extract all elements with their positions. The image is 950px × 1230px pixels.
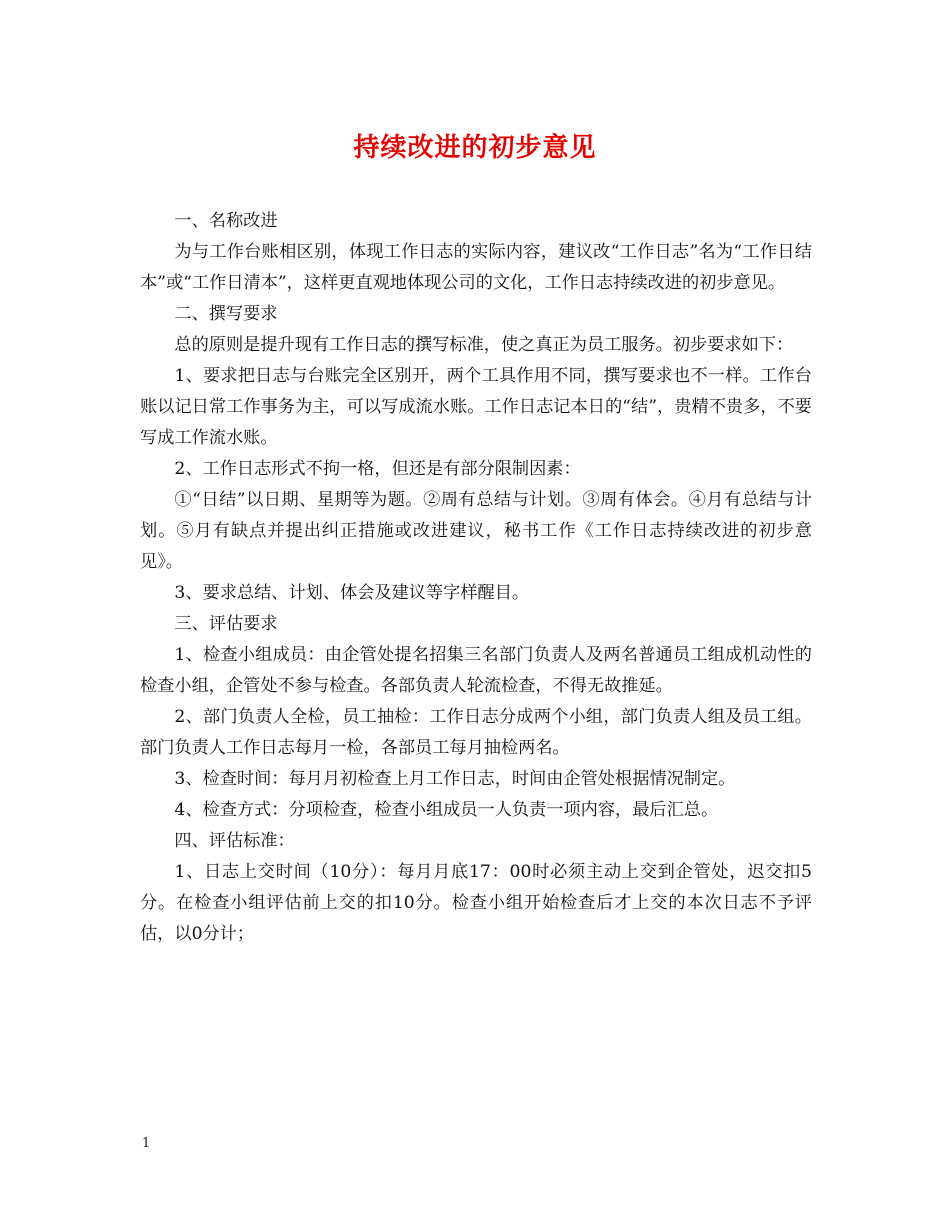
paragraph: 1、日志上交时间（10分）：每月月底17：00时必须主动上交到企管处，迟交扣5分。在检查小组评估前上交的扣10分。检查小组开始检查后才上交的本次日志不予评估，以0分计； <box>140 862 812 944</box>
document-title: 持续改进的初步意见 <box>353 133 597 163</box>
heading-name-improvement: 一、名称改进 <box>174 211 278 231</box>
paragraph: 为与工作台账相区别，体现工作日志的实际内容，建议改“工作日志”名为“工作日结本”或“工作日清本”，这样更直观地体现公司的文化，工作日志持续改进的初步意见。 <box>140 242 812 293</box>
paragraph: 2、工作日志形式不拘一格，但还是有部分限制因素： <box>174 459 581 479</box>
paragraph: 3、检查时间：每月月初检查上月工作日志，时间由企管处根据情况制定。 <box>174 769 736 789</box>
heading-evaluation-standards: 四、评估标准： <box>174 831 295 851</box>
document-body <box>140 206 812 950</box>
page-number: 1 <box>142 1136 151 1151</box>
paragraph: 1、检查小组成员：由企管处提名招集三名部门负责人及两名普通员工组成机动性的检查小组，企管处不参与检查。各部负责人轮流检查，不得无故推延。 <box>140 645 812 696</box>
paragraph: 4、检查方式：分项检查，检查小组成员一人负责一项内容，最后汇总。 <box>174 800 719 820</box>
paragraph: 1、要求把日志与台账完全区别开，两个工具作用不同，撰写要求也不一样。工作台账以记日常工作事务为主，可以写成流水账。工作日志记本日的“结”，贵精不贵多，不要写成工作流水账。 <box>140 366 812 448</box>
heading-evaluation-requirements: 三、评估要求 <box>174 614 278 634</box>
paragraph: 总的原则是提升现有工作日志的撰写标准，使之真正为员工服务。初步要求如下： <box>174 335 794 355</box>
heading-writing-requirements: 二、撰写要求 <box>174 304 278 324</box>
paragraph: ①“日结”以日期、星期等为题。②周有总结与计划。③周有体会。④月有总结与计划。⑤月有缺点并提出纠正措施或改进建议，秘书工作《工作日志持续改进的初步意见》。 <box>140 490 812 572</box>
paragraph: 2、部门负责人全检，员工抽检：工作日志分成两个小组，部门负责人组及员工组。部门负责人工作日志每月一检，各部员工每月抽检两名。 <box>140 707 812 758</box>
paragraph: 3、要求总结、计划、体会及建议等字样醒目。 <box>174 583 530 603</box>
